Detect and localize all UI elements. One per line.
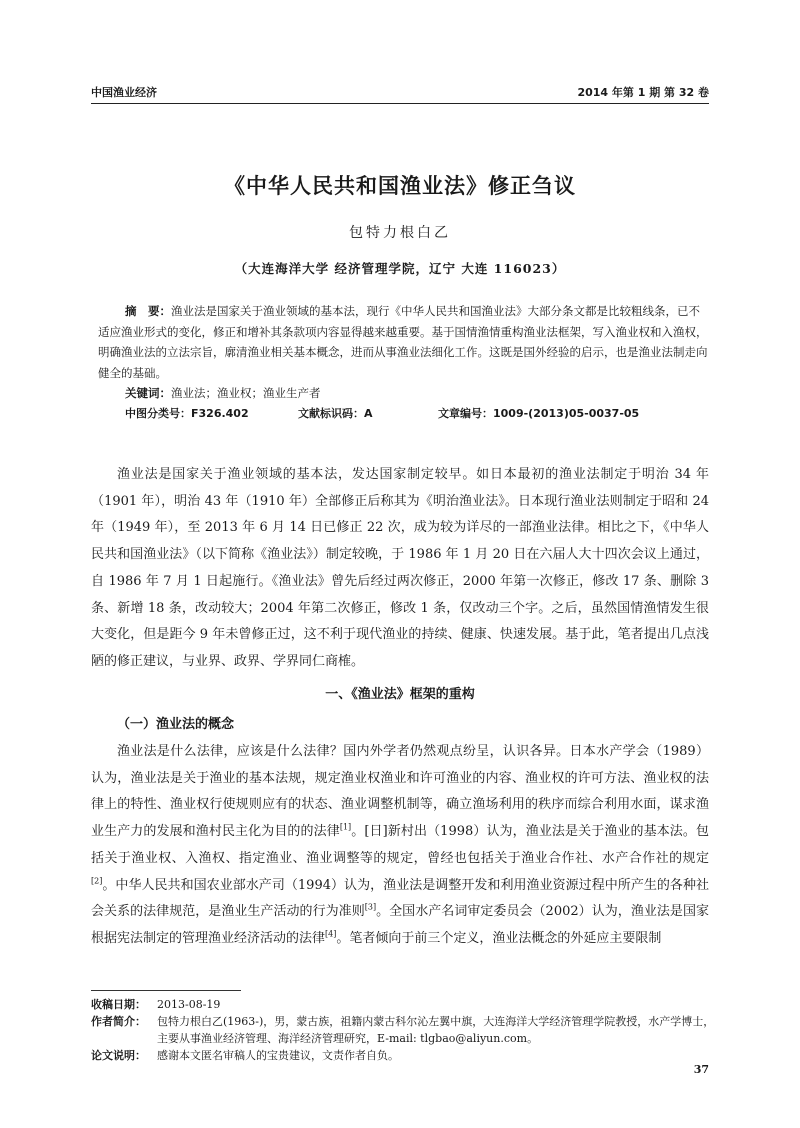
paper-note [91,1047,716,1064]
author-bio-text: 包特力根白乙(1963-)，男，蒙古族，祖籍内蒙古科尔沁左翼中旗，大连海洋大学经济管理学院教授，水产学博士，主要从事渔业经济管理、海洋经济管理研究，E-mail: tlgbao@aliyun.com。 [157,1015,715,1045]
keywords-text: 渔业法；渔业权；渔业生产者 [171,386,321,400]
text-run: 。中华人民共和国农业部水产司（1994）认为，渔业法是调整开发和利用渔业资源过程中所产生的各种社会关系的法律规范，是渔业生产活动的行为准则 [91,877,709,920]
classification-line [98,404,710,424]
running-header [91,84,709,104]
author-bio [91,1013,716,1047]
intro-paragraph: 渔业法是国家关于渔业领域的基本法，发达国家制定较早。如日本最初的渔业法制定于明治 34 年（1901 年），明治 43 年（1910 年）全部修正后称其为《明治渔业法》。日本现行渔业法则制定于昭和 24 年（1949 年），至 2013 年 6 月 14 日已修正 22 次，成为较为详尽的一部渔业法律。相比之下，《中华人民共和国渔业法》（以下简称《渔业法》）制定较晚，于 1986 年 1 月 20 日在六届人大十四次会议上通过，自 1986 年 7 月 1 日起施行。《渔业法》曾先后经过两次修正，2000 年第一次修正，修改 17 条、删除 3 条、新增 18 条，改动较大；2004 年第二次修正，修改 1 条，仅改动三个字。之后，虽然国情渔情发生很大变化，但是距今 9 年未曾修正过，这不利于现代渔业的持续、健康、快速发展。基于此，笔者提出几点浅陋的修正建议，与业界、政界、学界同仁商榷。 [91,467,709,669]
citation-ref-2: [2] [91,876,103,886]
main-body [91,462,709,953]
text-run: 。笔者倾向于前三个定义，渔业法概念的外延应主要限制 [336,930,662,946]
section-heading: 一、《渔业法》框架的重构 [325,686,475,702]
abstract-paragraph [98,301,710,383]
abstract-label: 摘 要： [125,304,171,318]
keywords-label: 关键词： [125,386,171,400]
text-run: 渔业法是什么法律，应该是什么法律？国内外学者仍然观点纷呈，认识各异。日本水产学会（1989）认为，渔业法是关于渔业的基本法规，规定渔业权渔业和许可渔业的内容、渔业权的许可方法、渔业权的法律上的特性、渔业权行使规则应有的状态、渔业调整机制等，确立渔场利用的秩序而综合利用水面，谋求渔业生产力的发展和渔村民主化为目的的法律 [91,744,709,840]
text-run: 。全国水产名词审定委员会（2002）认为，渔业法是国家根据宪法制定的管理渔业经济活动的法律 [91,904,709,946]
footnote-divider [91,990,241,991]
clc-number: 中图分类号：F326.402 [125,406,249,420]
received-label: 收稿日期： [91,998,146,1011]
citation-ref-3: [3] [364,902,377,912]
author-name: 包特力根白乙 [349,225,451,241]
header-divider [91,103,709,104]
journal-name: 中国渔业经济 [91,86,157,99]
citation-ref-4: [4] [325,929,337,939]
received-value: 2013-08-19 [157,998,221,1011]
page-number: 37 [693,1063,709,1076]
author-bio-label: 作者简介： [91,1015,146,1028]
document-code: 文献标识码：A [298,406,373,420]
received-date [91,996,716,1013]
citation-ref-1: [1] [339,822,352,832]
footnotes [91,996,716,1064]
paper-note-label: 论文说明： [91,1049,146,1062]
keywords-line [98,383,710,404]
paper-title: 《中华人民共和国渔业法》修正刍议 [224,174,576,198]
author-affiliation: （大连海洋大学 经济管理学院，辽宁 大连 116023） [234,261,566,276]
definition-paragraph [91,739,709,953]
subsection-heading: （一）渔业法的概念 [117,717,235,733]
article-number: 文章编号：1009-(2013)05-0037-05 [438,406,640,420]
abstract-text: 渔业法是国家关于渔业领域的基本法，现行《中华人民共和国渔业法》大部分条文都是比较粗线条，已不适应渔业形式的变化，修正和增补其条款项内容显得越来越重要。基于国情渔情重构渔业法框架，写入渔业权和入渔权，明确渔业法的立法宗旨，廓清渔业相关基本概念，进而从事渔业法细化工作。这既是国外经验的启示，也是渔业法制走向健全的基础。 [98,304,708,380]
abstract-block [98,301,710,424]
paper-note-text: 感谢本文匿名审稿人的宝贵建议，文责作者自负。 [157,1049,399,1062]
issue-info: 2014 年第 1 期 第 32 卷 [577,86,709,99]
text-run: 。[日]新村出（1998）认为，渔业法是关于渔业的基本法。包括关于渔业权、入渔权、指定渔业、渔业调整等的规定，曾经也包括关于渔业合作社、水产合作社的规定 [91,824,709,866]
